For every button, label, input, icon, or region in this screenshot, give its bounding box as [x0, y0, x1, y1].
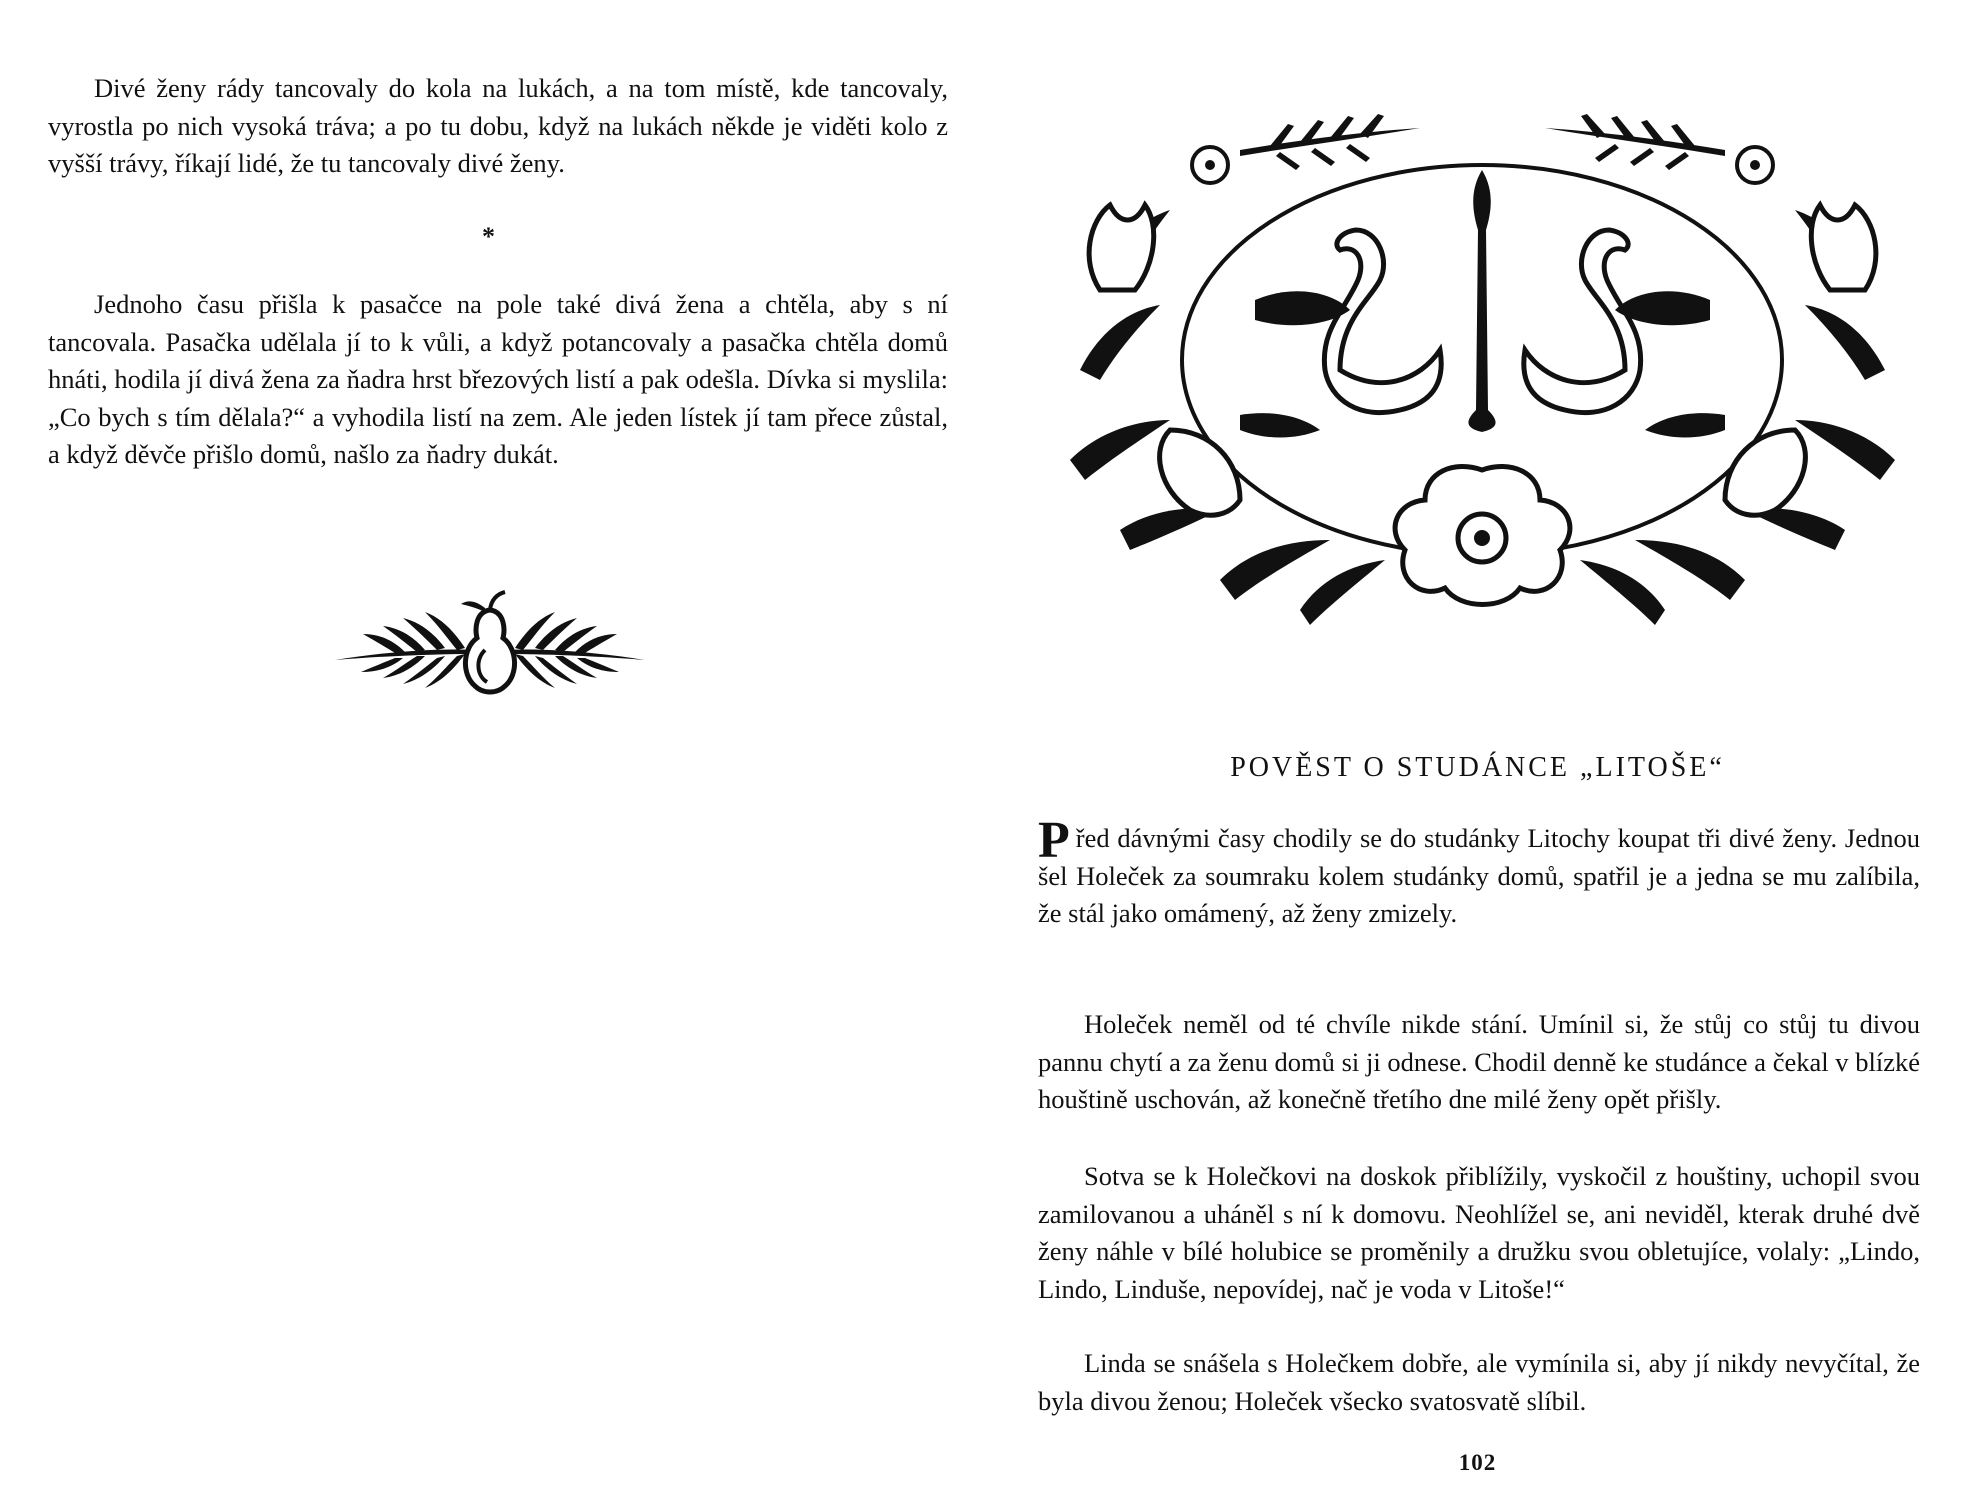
right-paragraph-1	[1038, 812, 1920, 933]
right-paragraph-2: Holeček neměl od té chvíle nikde stání. Umínil si, že stůj co stůj tu divou pannu chytí a za ženu domů si ji odnese. Chodil denně ke studánce a čekal v blízké houštině uschován, až konečně třetího dne milé ženy opět přišly.	[1038, 1009, 1920, 1115]
right-paragraph-3: Sotva se k Holečkovi na doskok přiblížily, vyskočil z houštiny, uchopil svou zamilovanou a uháněl s ní k domovu. Neohlížel se, ani neviděl, kterak druhé dvě ženy náhle v bílé holubice se proměnily a družku svou obletujíce, volaly: „Lindo, Lindo, Linduše, nepovídej, nač je voda v Litoše!“	[1038, 1161, 1920, 1304]
swans-wreath-ornament-icon	[1040, 110, 1925, 640]
left-paragraph-1: Divé ženy rády tancovaly do kola na lukách, a na tom místě, kde tancovaly, vyrostla po nich vysoká tráva; a po tu dobu, když na lukách někde je viděti kolo z vyšší trávy, říkají lidé, že tu tancovaly divé ženy.	[48, 73, 948, 179]
left-paragraph-2: Jednoho času přišla k pasačce na pole také divá žena a chtěla, aby s ní tancovala. Pasačka udělala jí to k vůli, a když potancovaly a pasačka chtěla domů hnáti, hodila jí divá žena za ňadra hrst březových listí a pak odešla. Dívka si myslila: „Co bych s tím dělala?“ a vyhodila listí na zem. Ale jeden lístek jí tam přece zůstal, a když děvče přišlo domů, našlo za ňadry dukát.	[48, 289, 948, 470]
drop-cap: P	[1038, 812, 1070, 869]
section-separator: *	[482, 222, 495, 251]
right-paragraph-1-text: řed dávnými časy chodily se do studánky Litochy koupat tři divé ženy. Jednou šel Holeček za soumraku kolem studánky domů, spatřil je a jedna se mu zalíbila, že stál jako omámený, až ženy zmizely.	[1038, 823, 1920, 929]
page-number: 102	[1458, 1450, 1497, 1475]
right-paragraph-4: Linda se snášela s Holečkem dobře, ale vymínila si, aby jí nikdy nevyčítal, že byla divou ženou; Holeček všecko svatosvatě slíbil.	[1038, 1348, 1920, 1416]
right-page	[985, 0, 1970, 1500]
pear-ornament-icon	[325, 590, 655, 700]
story-title: POVĚST O STUDÁNCE „LITOŠE“	[1230, 752, 1725, 783]
